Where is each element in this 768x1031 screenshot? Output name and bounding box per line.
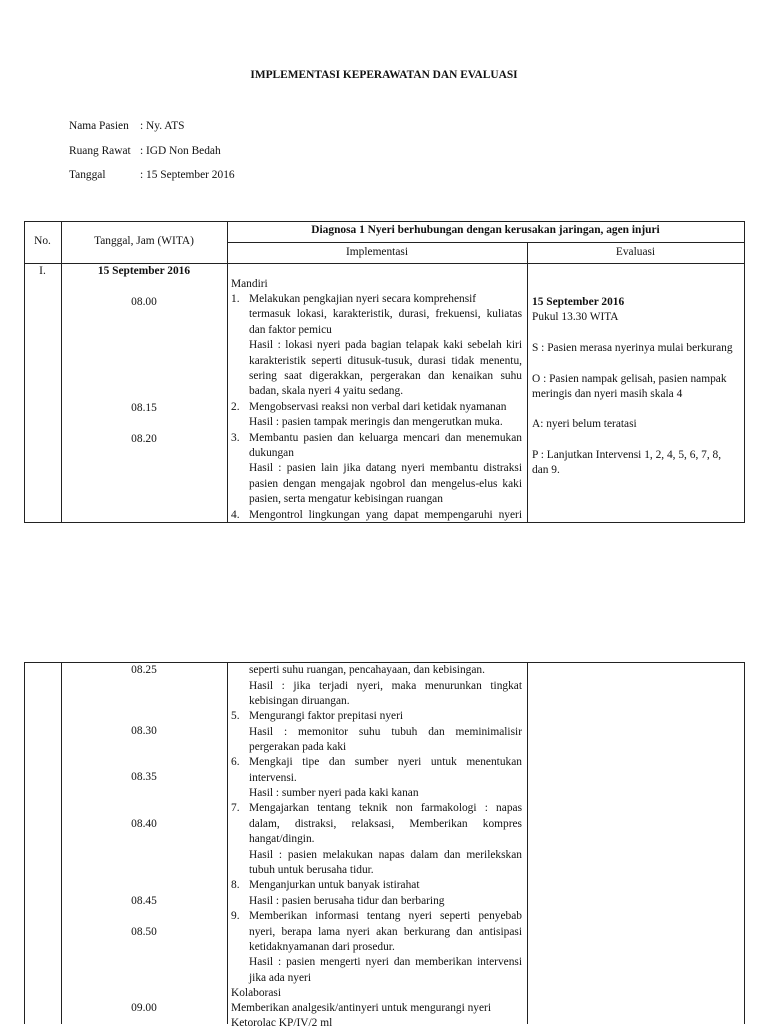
impl-line: termasuk lokasi, karakteristik, durasi, frekuensi, kuliatas (249, 308, 522, 320)
impl-heading-mandiri: Mandiri (231, 278, 268, 290)
impl-line: Membantu pasien dan keluarga mencari dan menemukan (249, 432, 522, 444)
time-0850: 08.50 (131, 926, 157, 938)
impl-line: Hasil : memonitor suhu tubuh dan meminimalisir (249, 726, 522, 738)
eval-objective: meringis dan nyeri masih skala 4 (532, 388, 683, 400)
patient-name-value: : Ny. ATS (140, 120, 185, 132)
ward-label: Ruang Rawat (69, 145, 131, 157)
impl-line: intervensi. (249, 772, 297, 784)
impl-line: tubuh untuk berusaha tidur. (249, 864, 374, 876)
header-no: No. (34, 235, 51, 247)
impl-line: Hasil : jika terjadi nyeri, maka menurunkan tingkat (249, 680, 522, 692)
impl-line: Mengkaji tipe dan sumber nyeri untuk menentukan (249, 756, 522, 768)
impl-line: Hasil : pasien melakukan napas dalam dan merilekskan (249, 849, 522, 861)
impl-line-cut: Ketorolac KP/IV/2 ml (231, 1017, 333, 1029)
impl-num: 1. (231, 293, 240, 305)
time-0835: 08.35 (131, 771, 157, 783)
impl-line: dalam, distraksi, relaksasi, Memberikan kompres (249, 818, 522, 830)
time-0900: 09.00 (131, 1002, 157, 1014)
time-0815: 08.15 (131, 402, 157, 414)
impl-line: sering saat digerakkan, pergerakan dan kenaikan suhu (249, 370, 522, 382)
impl-num: 9. (231, 910, 240, 922)
time-0845: 08.45 (131, 895, 157, 907)
impl-line: Mengajarkan tentang teknik non farmakologi : napas (249, 802, 522, 814)
impl-line: Hasil : pasien lain jika datang nyeri membantu distraksi (249, 462, 522, 474)
impl-line: Hasil : lokasi nyeri pada bagian telapak kaki sebelah kiri (249, 339, 522, 351)
header-datetime: Tanggal, Jam (WITA) (94, 235, 194, 247)
row-date: 15 September 2016 (97, 265, 191, 277)
impl-line: hangat/dingin. (249, 833, 315, 845)
impl-num: 6. (231, 756, 240, 768)
impl-line: dukungan (249, 447, 294, 459)
header-implementasi: Implementasi (346, 246, 408, 258)
impl-line: Hasil : pasien tampak meringis dan mengerutkan muka. (249, 416, 503, 428)
time-0830: 08.30 (131, 725, 157, 737)
impl-line: jika ada nyeri (249, 972, 311, 984)
patient-name-label: Nama Pasien (69, 120, 129, 132)
impl-line: Menganjurkan untuk banyak istirahat (249, 879, 420, 891)
impl-num: 7. (231, 802, 240, 814)
impl-line: Memberikan informasi tentang nyeri seperti penyebab (249, 910, 522, 922)
impl-line: Mengurangi faktor prepitasi nyeri (249, 710, 404, 722)
eval-date: 15 September 2016 (532, 296, 625, 308)
impl-line: pasien, serta mengatur kebisingan ruangan (249, 493, 443, 505)
eval-plan: dan 9. (532, 464, 560, 476)
impl-line: Memberikan analgesik/antinyeri untuk mengurangi nyeri (231, 1002, 492, 1014)
eval-assessment: A: nyeri belum teratasi (532, 418, 637, 430)
impl-line: Melakukan pengkajian nyeri secara komprehensif (249, 293, 477, 305)
impl-line: Mengontrol lingkungan yang dapat mempengaruhi nyeri (249, 509, 522, 521)
impl-line: ketidaknyamanan dari prosedur. (249, 941, 395, 953)
row-number: I. (39, 265, 46, 277)
impl-line: nyeri, berapa lama nyeri akan berkurang dan antisipasi (249, 926, 522, 938)
impl-num: 8. (231, 879, 240, 891)
time-0825: 08.25 (131, 664, 157, 676)
eval-objective: O : Pasien nampak gelisah, pasien nampak (532, 373, 727, 385)
impl-line: karakteristik seperti ditusuk-tusuk, durasi tidak menentu, (249, 355, 522, 367)
page-title: IMPLEMENTASI KEPERAWATAN DAN EVALUASI (250, 69, 518, 81)
impl-line: dan faktor pemicu (249, 324, 332, 336)
impl-line: badan, skala nyeri 4 yaitu sedang. (249, 385, 404, 397)
time-0800: 08.00 (131, 296, 157, 308)
impl-line: Hasil : sumber nyeri pada kaki kanan (249, 787, 419, 799)
impl-num: 5. (231, 710, 240, 722)
impl-num: 3. (231, 432, 240, 444)
impl-line: pasien dengan mengajak ngobrol dan mengelus-elus kaki (249, 478, 522, 490)
impl-line: Mengobservasi reaksi non verbal dari ketidak nyamanan (249, 401, 507, 413)
eval-time: Pukul 13.30 WITA (532, 311, 619, 323)
time-0820: 08.20 (131, 433, 157, 445)
date-label: Tanggal (69, 169, 106, 181)
impl-line: seperti suhu ruangan, pencahayaan, dan kebisingan. (249, 664, 485, 676)
eval-plan: P : Lanjutkan Intervensi 1, 2, 4, 5, 6, 7, 8, (532, 449, 722, 461)
impl-num: 4. (231, 509, 240, 521)
ward-value: : IGD Non Bedah (140, 145, 221, 157)
impl-heading-kolaborasi: Kolaborasi (231, 987, 281, 999)
impl-line: Hasil : pasien mengerti nyeri dan memberikan intervensi (249, 956, 522, 968)
time-0840: 08.40 (131, 818, 157, 830)
eval-subjective: S : Pasien merasa nyerinya mulai berkurang (532, 342, 733, 354)
impl-num: 2. (231, 401, 240, 413)
impl-line: Hasil : pasien berusaha tidur dan berbaring (249, 895, 445, 907)
diagnosis-header: Diagnosa 1 Nyeri berhubungan dengan kerusakan jaringan, agen injuri (311, 224, 660, 236)
impl-line: kebisingan diruangan. (249, 695, 350, 707)
header-evaluasi: Evaluasi (615, 246, 656, 258)
date-value: : 15 September 2016 (140, 169, 235, 181)
impl-line: pergerakan pada kaki (249, 741, 347, 753)
